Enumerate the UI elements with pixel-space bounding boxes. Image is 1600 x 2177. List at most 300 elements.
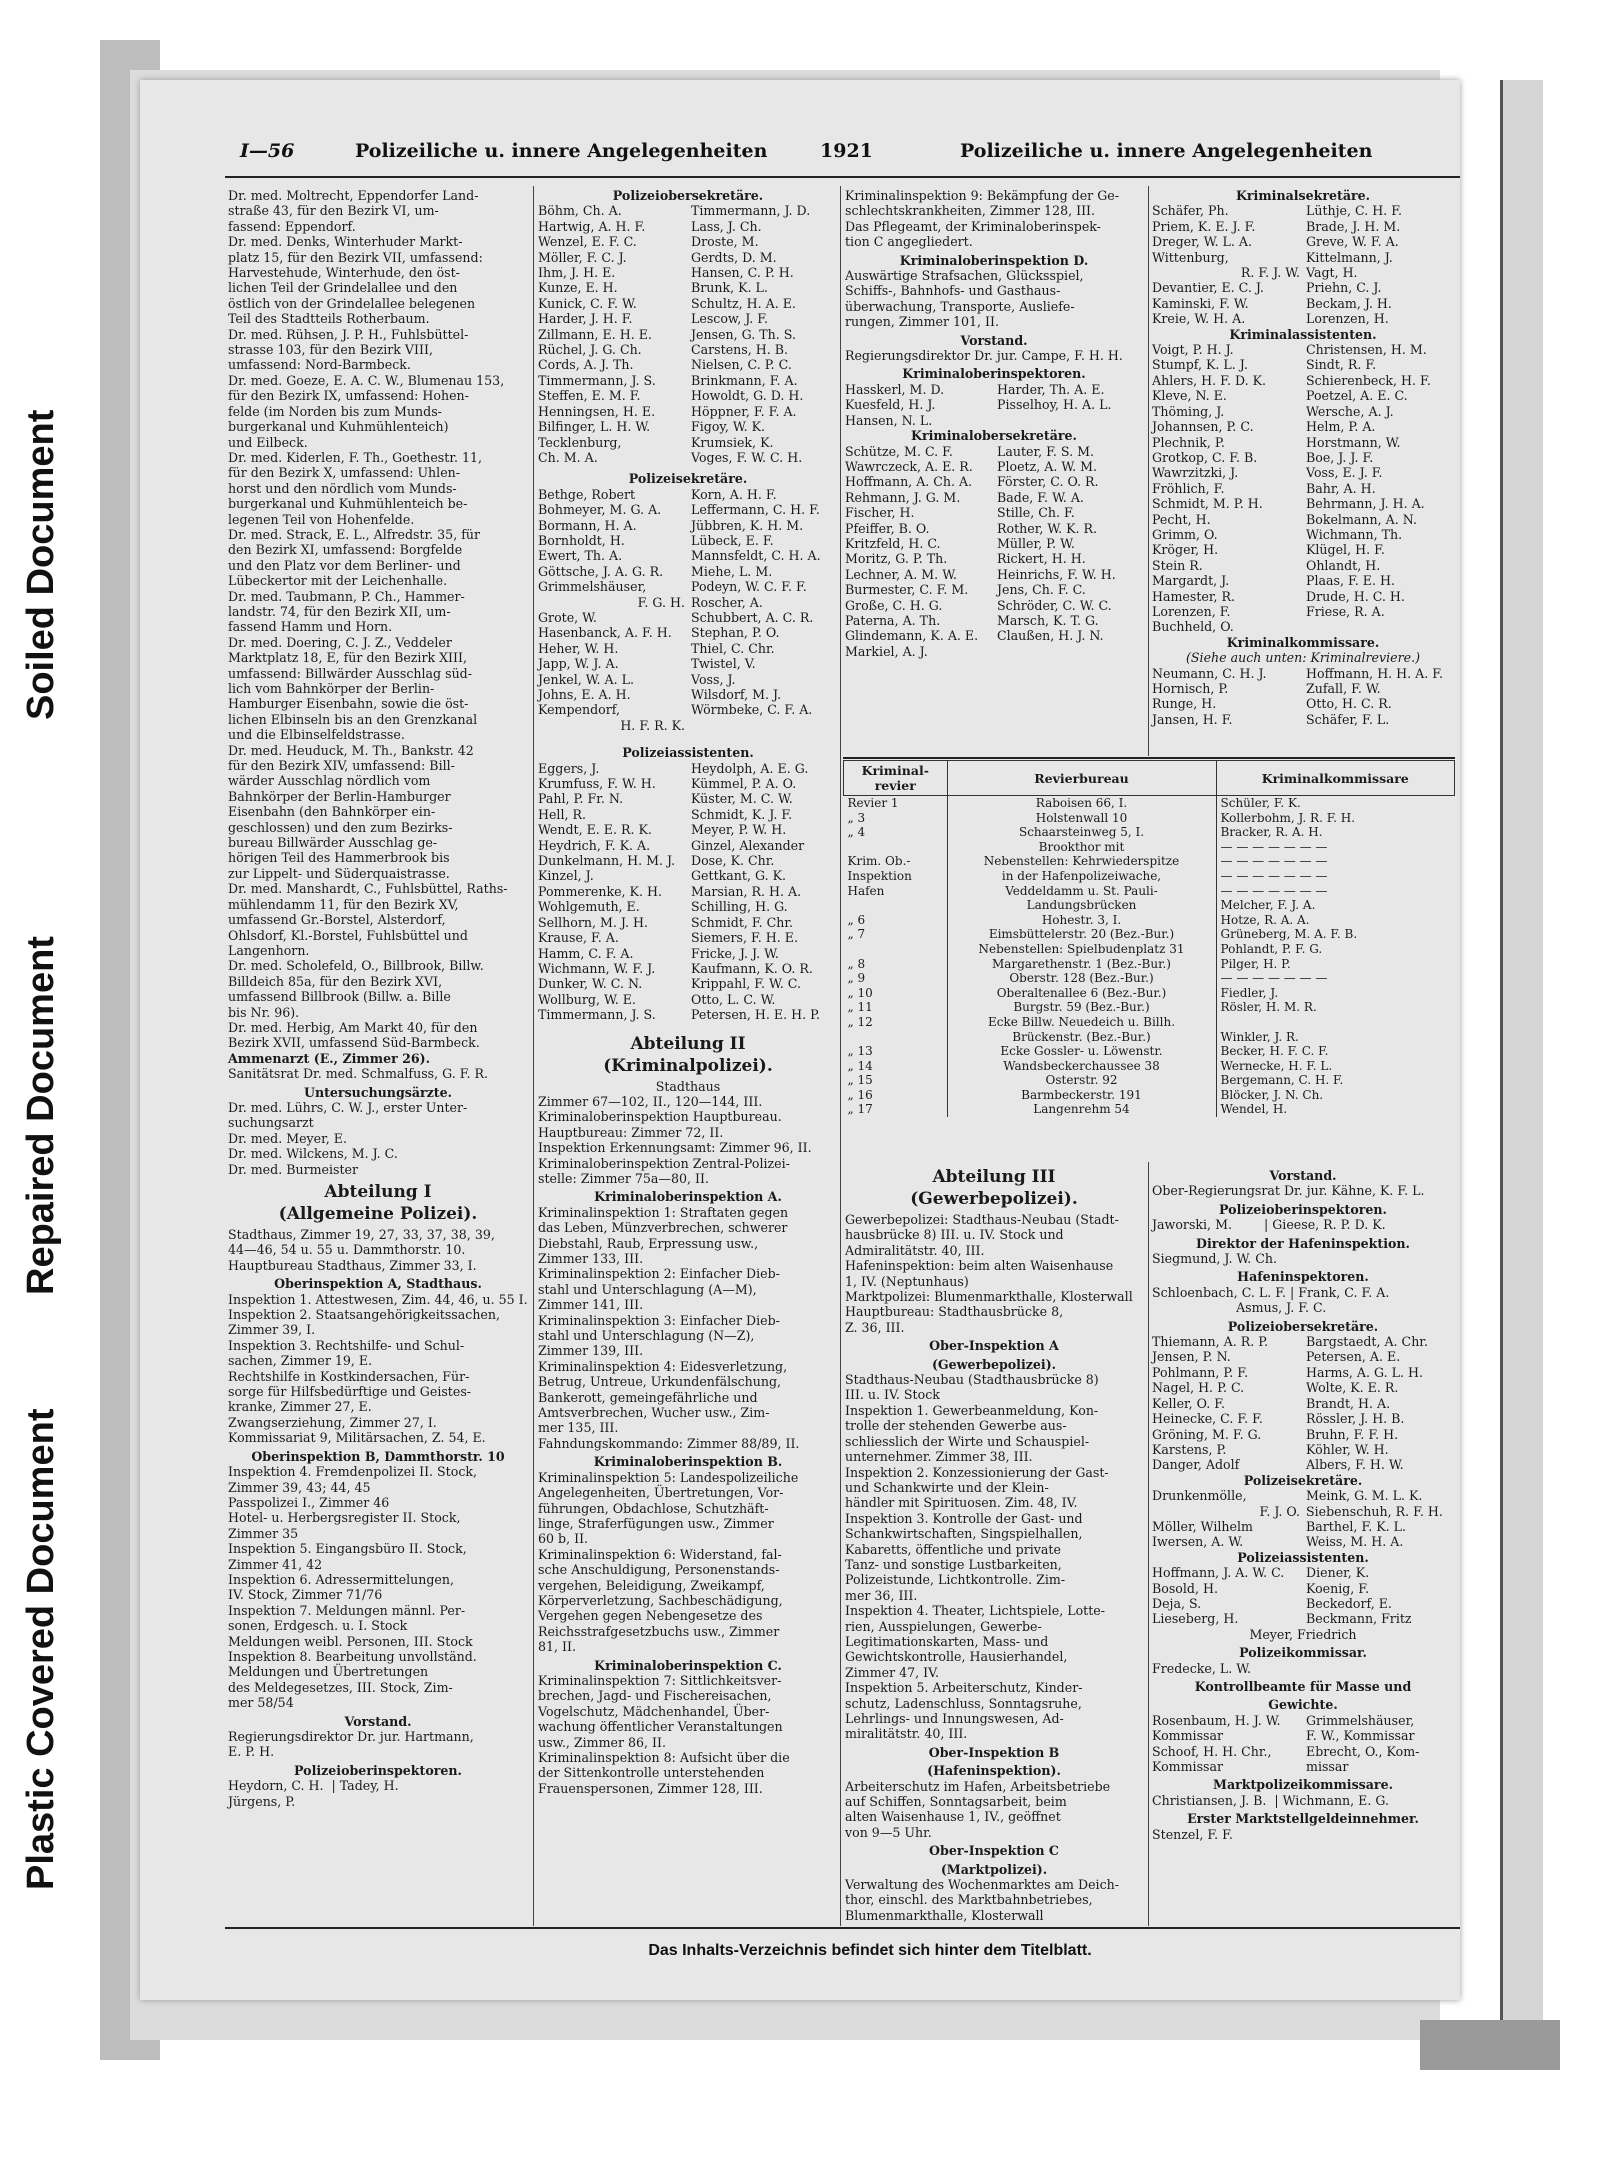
person-name: Boe, J. J. F. xyxy=(1306,449,1374,465)
text-line: zur Lippelt- und Süderquaistrasse. xyxy=(228,865,450,881)
person-name: Bornholdt, H. xyxy=(538,532,625,548)
person-name: Grotkop, C. F. B. xyxy=(1152,449,1258,465)
table-row xyxy=(844,796,1455,811)
person-name: Wenzel, E. F. C. xyxy=(538,234,637,250)
person-name: Wilsdorf, M. J. xyxy=(691,687,782,702)
text-line: Hamburger Eisenbahn, sowie die öst- xyxy=(228,696,469,712)
person-name: Jenkel, W. A. L. xyxy=(538,671,634,687)
text-line: Kriminalinspektion 5: Landespolizeiliche xyxy=(538,1469,799,1485)
person-name: Krumfuss, F. W. H. xyxy=(538,776,656,792)
text-line: 60 b, II. xyxy=(538,1531,589,1547)
text-line: trolle der stehenden Gewerbe aus- xyxy=(845,1418,1067,1434)
person-name: Schmidt, F. Chr. xyxy=(691,914,794,930)
text-line: Tanz- und sonstige Lustbarkeiten, xyxy=(845,1556,1062,1572)
text-line: thor, einschl. des Marktbahnbetriebes, xyxy=(845,1892,1093,1908)
person-name: Kröger, H. xyxy=(1152,542,1219,558)
text-line: Marktplatz 18, E, für den Bezirk XIII, xyxy=(228,650,467,666)
criminal-inspections xyxy=(845,188,1143,382)
person-name: Ahlers, H. F. D. K. xyxy=(1152,372,1267,388)
person-name: Kempendorf, xyxy=(538,702,620,718)
text-line: Asmus, J. F. C. xyxy=(1152,1300,1327,1316)
person-name: Drude, H. C. H. xyxy=(1306,588,1405,604)
person-name: missar xyxy=(1306,1759,1349,1775)
person-name: Kommissar xyxy=(1152,1728,1224,1744)
text-line: Schankwirtschaften, Singspielhallen, xyxy=(845,1526,1083,1542)
person-name: Kommissar xyxy=(1152,1759,1224,1775)
text-line: stelle: Zimmer 75a—80, II. xyxy=(538,1170,709,1186)
person-name: Bormann, H. A. xyxy=(538,517,637,533)
text-line: Bankerott, gemeingefährliche und xyxy=(538,1389,758,1405)
person-name: Große, C. H. G. xyxy=(845,597,943,613)
person-name: Harder, J. H. F. xyxy=(538,311,633,327)
person-name: Rössler, J. H. B. xyxy=(1306,1411,1405,1427)
person-name: Karstens, P. xyxy=(1152,1441,1227,1457)
bureau-cell: Wandsbeckerchaussee 38 xyxy=(947,1059,1216,1074)
revier-cell xyxy=(844,1030,948,1045)
text-line: hörigen Teil des Hammerbrook bis xyxy=(228,850,450,866)
person-name: Voigt, P. H. J. xyxy=(1152,342,1234,358)
column-4-lower xyxy=(1152,1165,1454,1842)
abteilung-2-subtitle: (Kriminalpolizei). xyxy=(603,1055,773,1076)
person-name: Priem, K. E. J. F. xyxy=(1152,218,1256,234)
text-line: Ober-Regierungsrat Dr. jur. Kähne, K. F. L. xyxy=(1152,1183,1425,1199)
table-row xyxy=(844,825,1455,840)
table-row xyxy=(844,1088,1455,1103)
person-name: Lescow, J. F. xyxy=(691,311,769,327)
person-name: Pisselhoy, H. A. L. xyxy=(997,397,1112,413)
person-name: Heydolph, A. E. G. xyxy=(691,760,809,776)
person-name: Kunick, C. F. W. xyxy=(538,295,637,311)
text-line: Inspektion 2. Staatsangehörigkeitssachen, xyxy=(228,1307,501,1323)
text-line: Teil des Stadtteils Rotherbaum. xyxy=(228,311,430,327)
person-name: Petersen, H. E. H. P. xyxy=(691,1007,821,1023)
text-line: Kriminalinspektion 8: Aufsicht über die xyxy=(538,1750,790,1765)
next-page-edge xyxy=(1500,80,1543,2040)
person-name: Heydrich, F. K. A. xyxy=(538,837,651,853)
person-name: Japp, W. J. A. xyxy=(538,656,619,672)
text-line: Fredecke, L. W. xyxy=(1152,1660,1251,1676)
person-name: Bethge, Robert xyxy=(538,486,636,502)
person-name: Krause, F. A. xyxy=(538,930,619,946)
column-divider xyxy=(1148,186,1149,756)
text-line: Billdeich 85a, für den Bezirk XVI, xyxy=(228,973,443,989)
text-line: Stadthaus xyxy=(655,1078,721,1094)
text-line: Zimmer 41, 42 xyxy=(228,1556,323,1572)
header-rule xyxy=(225,176,1460,178)
section-heading: Kriminalkommissare. xyxy=(1226,634,1380,650)
text-line: Dr. med. Scholefeld, O., Billbrook, Billw. xyxy=(228,958,484,974)
person-name: Zufall, F. W. xyxy=(1306,681,1381,696)
text-line: Ohlsdorf, Kl.-Borstel, Fuhlsbüttel und xyxy=(228,927,468,943)
header-year: 1921 xyxy=(820,140,873,162)
person-name: Koenig, F. xyxy=(1306,1580,1370,1596)
abteilung-3-details xyxy=(845,1212,1143,1923)
person-name: Otto, H. C. R. xyxy=(1306,696,1392,712)
text-line: fassend: Eppendorf. xyxy=(228,218,356,234)
text-line: führungen, Obdachlose, Schutzhäft- xyxy=(538,1500,769,1516)
person-name: Dunker, W. C. N. xyxy=(538,976,643,992)
text-line: Kontrollbeamte für Masse und xyxy=(1194,1679,1412,1694)
commissioner-cell: Melcher, F. J. A. xyxy=(1220,898,1316,913)
bureau-cell: Margarethenstr. 1 (Bez.-Bur.) xyxy=(947,957,1216,972)
person-name: Möller, F. C. J. xyxy=(538,249,627,265)
name-grid xyxy=(1152,1334,1454,1473)
text-line: das Leben, Münzverbrechen, schwerer xyxy=(538,1220,788,1236)
text-line: des Meldegesetzes, III. Stock, Zim- xyxy=(228,1679,453,1695)
page-header xyxy=(220,140,1460,170)
person-name: Kritzfeld, H. C. xyxy=(845,535,941,551)
person-name: Marsch, K. T. G. xyxy=(997,612,1099,628)
text-line: Untersuchungsärzte. xyxy=(303,1084,453,1100)
person-name: Roscher, A. xyxy=(691,594,763,610)
text-line: Diebstahl, Raub, Erpressung usw., xyxy=(538,1235,759,1251)
person-name: Sindt, R. F. xyxy=(1306,357,1377,373)
person-name: Fischer, H. xyxy=(845,505,915,521)
commissioner-cell: Kollerbohm, J. R. F. H. xyxy=(1220,810,1356,825)
person-name: Schoof, H. H. Chr., xyxy=(1152,1743,1272,1759)
text-line: Ober-Inspektion C xyxy=(929,1843,1059,1859)
person-name: Heinrichs, F. W. H. xyxy=(997,566,1116,582)
commissioner-cell: — — — — — — — xyxy=(1220,868,1328,883)
table-top-rule xyxy=(843,757,1455,759)
person-name: Poetzel, A. E. C. xyxy=(1306,388,1408,404)
person-name: Neumann, C. H. J. xyxy=(1152,665,1267,681)
person-name: Brade, J. H. M. xyxy=(1306,218,1401,234)
commissioner-cell: Hotze, R. A. A. xyxy=(1220,912,1310,927)
person-name: Schäfer, F. L. xyxy=(1306,711,1390,727)
column-divider xyxy=(1148,1162,1149,1926)
text-line: Gewichte. xyxy=(1268,1697,1338,1713)
commissioner-cell: — — — — — — — xyxy=(1220,883,1328,898)
person-name: Zillmann, E. H. E. xyxy=(538,326,652,342)
text-line: Kriminalinspektion 3: Einfacher Dieb- xyxy=(538,1312,780,1328)
text-line: lichen Teil der Grindelallee und den xyxy=(228,280,458,296)
text-line: Auswärtige Strafsachen, Glücksspiel, xyxy=(845,268,1084,284)
column-divider xyxy=(533,186,534,1926)
text-line: Vogelschutz, Mädchenhandel, Über- xyxy=(538,1703,770,1719)
text-line: Hotel- u. Herbergsregister II. Stock, xyxy=(228,1510,461,1526)
person-name: Heinecke, C. F. F. xyxy=(1152,1411,1263,1427)
text-line: Dr. med. Doering, C. J. Z., Veddeler xyxy=(228,634,452,650)
person-name: Hoffmann, J. A. W. C. xyxy=(1152,1565,1285,1581)
text-line: Dr. med. Rühsen, J. P. H., Fuhlsbüttel- xyxy=(228,326,469,342)
text-line: (Marktpolizei). xyxy=(940,1861,1048,1877)
commissioner-cell: — — — — — — — xyxy=(1220,839,1328,854)
text-line: Kriminalinspektion 4: Eidesverletzung, xyxy=(538,1358,788,1374)
person-name: Lübeck, E. F. xyxy=(691,532,774,548)
text-line: für den Bezirk IX, umfassend: Hohen- xyxy=(228,388,469,404)
person-name: R. F. J. W. xyxy=(1240,265,1300,281)
revier-cell: Revier 1 xyxy=(847,796,899,810)
text-line: Zimmer 47, IV. xyxy=(845,1664,940,1680)
person-name: Wersche, A. J. xyxy=(1306,403,1394,419)
commissioner-list xyxy=(1152,1627,1454,1713)
text-line: Zimmer 141, III. xyxy=(538,1297,644,1313)
text-line: (Gewerbepolizei). xyxy=(931,1356,1057,1372)
person-name: Cords, A. J. Th. xyxy=(538,357,634,373)
text-line: sachen, Zimmer 19, E. xyxy=(228,1353,373,1369)
person-name: Ewert, Th. A. xyxy=(538,548,623,564)
text-line: Gewerbepolizei: Stadthaus-Neubau (Stadt- xyxy=(845,1212,1119,1227)
person-name: Johannsen, P. C. xyxy=(1152,419,1254,435)
text-line: kranke, Zimmer 27, E. xyxy=(228,1399,372,1415)
header-right-title: Polizeiliche u. innere Angelegenheiten xyxy=(960,140,1373,162)
abteilung-3-staff xyxy=(1152,1168,1454,1334)
person-name: Kleve, N. E. xyxy=(1152,388,1227,404)
person-name: Hartwig, A. H. F. xyxy=(538,218,646,234)
revier-cell: „ 13 xyxy=(847,1044,873,1059)
scan-corner xyxy=(1420,2020,1560,2070)
page-reference: I—56 xyxy=(240,140,295,162)
text-line: tion C angegliedert. xyxy=(845,234,973,250)
text-line: Kriminaloberinspektion A. xyxy=(594,1189,782,1205)
text-line: für den Bezirk XIV, umfassend: Bill- xyxy=(228,758,455,774)
person-name: Helm, P. A. xyxy=(1306,419,1376,435)
person-name: Gerdts, D. M. xyxy=(691,249,777,265)
table-row xyxy=(844,1059,1455,1074)
name-grid xyxy=(845,444,1143,660)
person-name: Rosenbaum, H. J. W. xyxy=(1152,1712,1281,1728)
commissioner-cell: Winkler, J. R. xyxy=(1220,1029,1299,1044)
text-line: stahl und Unterschlagung (N—Z), xyxy=(538,1328,755,1344)
person-name: Leffermann, C. H. F. xyxy=(691,502,820,518)
text-line: Angelegenheiten, Übertretungen, Vor- xyxy=(538,1485,784,1501)
person-name: Fröhlich, F. xyxy=(1152,480,1225,496)
text-line: Verwaltung des Wochenmarktes am Deich- xyxy=(845,1877,1119,1893)
person-name: Christensen, H. M. xyxy=(1306,342,1427,358)
section-heading: Kriminalsekretäre. xyxy=(1235,188,1371,203)
bureau-cell: Hohestr. 3, I. xyxy=(947,913,1216,928)
text-line: Inspektion 4. Theater, Lichtspiele, Lotte- xyxy=(845,1603,1106,1619)
person-name: Vagt, H. xyxy=(1306,265,1358,281)
person-name: Hell, R. xyxy=(538,806,586,822)
column-divider xyxy=(840,186,841,1926)
text-line: legenen Teil von Hohenfelde. xyxy=(228,511,415,527)
text-line: brechen, Jagd- und Fischereisachen, xyxy=(538,1688,772,1704)
text-line: burgerkanal und Kuhmühlenteich be- xyxy=(228,496,468,512)
text-line: Inspektion 5. Eingangsbüro II. Stock, xyxy=(228,1541,467,1557)
person-name: Brunk, K. L. xyxy=(691,280,768,296)
person-name: Ohlandt, H. xyxy=(1306,557,1381,573)
person-name: Kuesfeld, H. J. xyxy=(845,397,936,413)
name-grid xyxy=(1152,203,1454,326)
bureau-cell: Osterstr. 92 xyxy=(947,1073,1216,1088)
person-name: Bokelmann, A. N. xyxy=(1306,511,1417,527)
text-line: vergehen, Beleidigung, Zweikampf, xyxy=(538,1577,765,1593)
text-line: stahl und Unterschlagung (A—M), xyxy=(538,1281,757,1297)
text-line: Zimmer 133, III. xyxy=(538,1251,644,1266)
revier-cell: „ 15 xyxy=(847,1073,873,1088)
section-heading: Polizeisekretäre. xyxy=(1243,1472,1363,1488)
revier-cell: „ 11 xyxy=(847,1000,873,1015)
text-line: Stenzel, F. F. xyxy=(1152,1826,1233,1842)
text-line: Passpolizei I., Zimmer 46 xyxy=(228,1494,390,1510)
person-name: Dreger, W. L. A. xyxy=(1152,234,1252,250)
person-name: Timmermann, J. D. xyxy=(691,203,811,219)
text-line: Dr. med. Manshardt, C., Fuhlsbüttel, Raths- xyxy=(228,881,508,897)
person-name: Keller, O. F. xyxy=(1152,1395,1226,1411)
person-name: Höppner, F. F. A. xyxy=(691,403,797,419)
person-name: Wendt, E. E. R. K. xyxy=(538,822,652,838)
bureau-cell: Nebenstellen: Spielbudenplatz 31 xyxy=(947,942,1216,957)
text-line: Kriminaloberinspektion Zentral-Polizei- xyxy=(538,1155,790,1171)
person-name: Förster, C. O. R. xyxy=(997,474,1099,490)
person-name: Lass, J. Ch. xyxy=(691,218,762,234)
person-name: Kinzel, J. xyxy=(538,868,594,884)
commissioner-cell: Pohlandt, P. F. G. xyxy=(1220,941,1323,956)
text-line: straße 43, für den Bezirk VI, um- xyxy=(228,203,439,219)
commissioner-cell: Pilger, H. P. xyxy=(1220,956,1291,971)
section-heading: Kriminalobersekretäre. xyxy=(911,428,1077,444)
person-name: Lorenzen, F. xyxy=(1152,603,1231,619)
text-line: Jürgens, P. xyxy=(228,1793,296,1809)
text-line: Inspektion 2. Konzessionierung der Gast- xyxy=(845,1464,1109,1480)
text-line: wachung öffentlicher Veranstaltungen xyxy=(538,1719,783,1735)
person-name: Jens, Ch. F. C. xyxy=(997,582,1086,598)
text-line: den Bezirk XI, umfassend: Borgfelde xyxy=(228,542,463,558)
text-line: Inspektion 3. Kontrolle der Gast- und xyxy=(845,1510,1083,1526)
person-name: Wawrzitzki, J. xyxy=(1152,465,1239,481)
table-row xyxy=(844,1000,1455,1015)
text-line: Dr. med. Wilckens, M. J. C. xyxy=(228,1146,398,1162)
text-line: lichen Elbinseln bis an den Grenzkanal xyxy=(228,711,478,727)
text-line: Kriminalinspektion 6: Widerstand, fal- xyxy=(538,1546,782,1562)
revier-cell: „ 12 xyxy=(847,1014,873,1029)
person-name: Petersen, A. E. xyxy=(1306,1349,1401,1365)
person-name: Behrmann, J. H. A. xyxy=(1306,496,1425,512)
text-line: Gewichtskontrolle, Hausierhandel, xyxy=(845,1649,1068,1665)
person-name: Plechnik, P. xyxy=(1152,434,1225,450)
text-line: burgerkanal und Kuhmühlenteich) xyxy=(228,419,449,435)
text-line: lich vom Bahnkörper der Berlin- xyxy=(228,681,435,696)
text-line: Dr. med. Meyer, E. xyxy=(228,1130,347,1146)
person-name: Howoldt, G. D. H. xyxy=(691,388,804,404)
text-line: schliesslich der Wirte und Schauspiel- xyxy=(845,1433,1090,1449)
text-line: Christiansen, J. B. | Wichmann, E. G. xyxy=(1152,1792,1389,1808)
text-line: Blumenmarkthalle, Klosterwall xyxy=(845,1907,1044,1923)
abteilung-1-details xyxy=(228,1227,528,1809)
text-line: Meldungen weibl. Personen, III. Stock xyxy=(228,1633,473,1649)
text-line: und den Platz vor dem Berliner- und xyxy=(228,557,461,573)
text-line: unternehmer. Zimmer 38, III. xyxy=(845,1449,1033,1465)
person-name: Buchheld, O. xyxy=(1152,619,1234,635)
person-name: H. F. R. K. xyxy=(620,717,685,733)
person-name: Voss, E. J. F. xyxy=(1306,465,1383,481)
bureau-cell: Nebenstellen: Kehrwiederspitze xyxy=(947,854,1216,869)
person-name: Lieseberg, H. xyxy=(1152,1611,1239,1627)
text-line: Dr. med. Taubmann, P. Ch., Hammer- xyxy=(228,588,465,604)
text-line: Hauptbureau: Zimmer 72, II. xyxy=(538,1124,724,1140)
text-line: Reichsstrafgesetzbuchs usw., Zimmer xyxy=(538,1623,780,1639)
text-line: Das Pflegeamt, der Kriminaloberinspek- xyxy=(845,218,1101,234)
bureau-cell: in der Hafenpolizeiwache, xyxy=(947,869,1216,884)
person-name: Schultz, H. A. E. xyxy=(691,295,796,311)
text-line: Sanitätsrat Dr. med. Schmalfuss, G. F. R. xyxy=(228,1066,489,1082)
person-name: Thöming, J. xyxy=(1152,403,1225,419)
column-header: Revierbureau xyxy=(947,761,1216,796)
person-name: Hansen, N. L. xyxy=(845,412,933,428)
person-name xyxy=(1306,619,1454,634)
person-name: Thiel, C. Chr. xyxy=(691,640,775,656)
person-name: Iwersen, A. W. xyxy=(1152,1534,1244,1550)
text-line: Dr. med. Goeze, E. A. C. W., Blumenau 153, xyxy=(228,372,505,388)
text-line: Kriminalinspektion 2: Einfacher Dieb- xyxy=(538,1266,780,1282)
person-name: Jübbren, K. H. M. xyxy=(691,517,804,533)
person-name: Nagel, H. P. C. xyxy=(1152,1380,1245,1396)
section-heading: Polizeiassistenten. xyxy=(1237,1549,1369,1565)
person-name: Steffen, E. M. F. xyxy=(538,388,641,404)
text-line: felde (im Norden bis zum Munds- xyxy=(228,403,442,419)
person-name: Runge, H. xyxy=(1152,696,1217,712)
name-grid xyxy=(1152,342,1454,635)
name-grid xyxy=(1152,1488,1454,1550)
person-name: Deja, S. xyxy=(1152,1595,1202,1611)
person-name: Gettkant, G. K. xyxy=(691,868,786,884)
bureau-cell: Raboisen 66, I. xyxy=(947,796,1216,811)
text-line: Betrug, Untreue, Urkundenfälschung, xyxy=(538,1374,782,1390)
name-grid xyxy=(1152,666,1454,728)
text-line: rungen, Zimmer 101, II. xyxy=(845,314,1000,330)
text-line: hausbrücke 8) III. u. IV. Stock und xyxy=(845,1227,1064,1243)
text-line: Dr. med. Heuduck, M. Th., Bankstr. 42 xyxy=(228,742,474,758)
text-line: Zimmer 67—102, II., 120—144, III. xyxy=(538,1093,763,1109)
footer-rule xyxy=(225,1927,1460,1929)
table-row xyxy=(844,913,1455,928)
bureau-cell: Barmbeckerstr. 191 xyxy=(947,1088,1216,1103)
table-row xyxy=(844,854,1455,869)
text-line: Jaworski, M. | Gieese, R. P. D. K. xyxy=(1152,1217,1386,1233)
text-line: Vorstand. xyxy=(344,1713,412,1729)
person-name: Hamm, C. F. A. xyxy=(538,945,634,961)
text-line: bureau Billwärder Ausschlag ge- xyxy=(228,835,438,851)
text-line: Polizeiobersekretäre. xyxy=(1227,1318,1379,1334)
person-name: Wittenburg, xyxy=(1152,249,1229,265)
person-name: Lorenzen, H. xyxy=(1306,311,1389,327)
person-name: Meyer, P. W. H. xyxy=(691,822,787,838)
text-line: Polizeistunde, Lichtkontrolle. Zim- xyxy=(845,1572,1066,1588)
person-name: Hamester, R. xyxy=(1152,588,1235,604)
text-line: Inspektion 5. Arbeiterschutz, Kinder- xyxy=(845,1680,1083,1696)
text-line: Hafeninspektion: beim alten Waisenhause xyxy=(845,1258,1114,1274)
person-name: Kittelmann, J. xyxy=(1306,249,1393,265)
person-name: Markiel, A. J. xyxy=(845,643,928,659)
person-name: Ebrecht, O., Kom- xyxy=(1306,1743,1420,1759)
header-left-title: Polizeiliche u. innere Angelegenheiten xyxy=(355,140,768,162)
person-name xyxy=(691,718,838,733)
revier-cell xyxy=(844,942,948,957)
person-name: Wollburg, W. E. xyxy=(538,991,636,1007)
text-line: 44—46, 54 u. 55 u. Dammthorstr. 10. xyxy=(228,1242,466,1258)
text-line: umfassend Billbrook (Billw. a. Bille xyxy=(228,989,451,1005)
abteilung-3-title: Abteilung III xyxy=(932,1167,1056,1187)
text-line: Hauptbureau Stadthaus, Zimmer 33, I. xyxy=(228,1257,477,1273)
person-name: Horstmann, W. xyxy=(1306,434,1401,450)
person-name: Wichmann, W. F. J. xyxy=(538,960,656,976)
section-title xyxy=(228,1181,528,1225)
person-name: Kaminski, F. W. xyxy=(1152,295,1249,311)
table-row xyxy=(844,986,1455,1001)
person-name: Stille, Ch. F. xyxy=(997,505,1075,521)
text-line: umfassend: Nord-Barmbeck. xyxy=(228,357,411,373)
revier-cell: Hafen xyxy=(847,883,885,898)
text-line: Inspektion Erkennungsamt: Zimmer 96, II. xyxy=(538,1140,812,1156)
person-name: Beckmann, Fritz xyxy=(1306,1611,1412,1627)
person-name: Krumsiek, K. xyxy=(691,434,774,450)
person-name: Bahr, A. H. xyxy=(1306,480,1376,496)
abteilung-2-title: Abteilung II xyxy=(630,1033,746,1054)
commissioner-cell: Schüler, F. K. xyxy=(1220,796,1301,810)
column-4 xyxy=(1152,188,1454,727)
